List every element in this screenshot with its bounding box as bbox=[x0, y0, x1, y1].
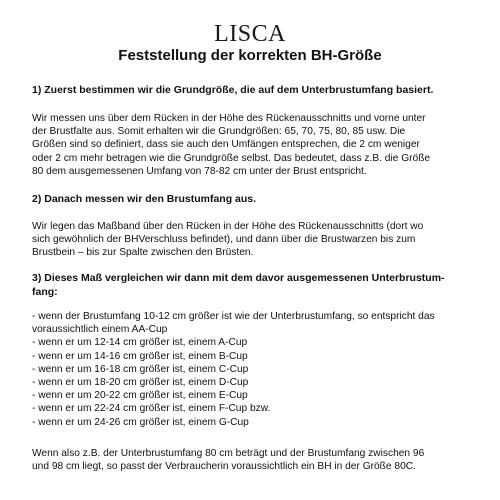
list-item: voraussichtlich einem AA-Cup bbox=[32, 324, 168, 336]
brand-logo: LISCA bbox=[214, 21, 286, 47]
conclusion-line: Wenn also z.B. der Unterbrustumfang 80 cm beträgt und der Brustumfang zwischen 96 bbox=[32, 448, 425, 459]
section1-line: Wir messen uns über dem Rücken in der Höhe des Rückenausschnitts und vorne unter bbox=[32, 113, 426, 124]
section2-line: sich gewöhnlich der BHVerschluss befindet), und dann über die Brustwarzen bis zum bbox=[32, 234, 416, 246]
list-item: - wenn der Brustumfang 10-12 cm größer ist wie der Unterbrustumfang, so entspricht das bbox=[32, 311, 435, 322]
section1-heading: 1) Zuerst bestimmen wir die Grundgröße, die auf dem Unterbrustumfang basiert. bbox=[32, 84, 434, 96]
list-item: - wenn er um 20-22 cm größer ist, einem E-Cup bbox=[32, 390, 248, 402]
section1-line: der Brustfalte aus. Somit erhalten wir die Grundgrößen: 65, 70, 75, 80, 85 usw. Die bbox=[32, 126, 406, 138]
list-item: - wenn er um 16-18 cm größer ist, einem C-Cup bbox=[32, 363, 249, 375]
list-item: - wenn er um 18-20 cm größer ist, einem D-Cup bbox=[32, 377, 249, 389]
section1-line: Größen sind so definiert, dass sie auch den Umfängen entsprechen, die 2 cm weniger bbox=[32, 139, 420, 151]
list-item: - wenn er um 24-26 cm größer ist, einem G-Cup bbox=[32, 416, 249, 428]
list-item: - wenn er um 12-14 cm größer ist, einem A-Cup bbox=[32, 337, 248, 349]
section3-heading bbox=[32, 271, 480, 299]
section2-line: Brustbein – bis zur Spalte zwischen den Brüsten. bbox=[32, 247, 254, 259]
list-item: - wenn er um 14-16 cm größer ist, einem B-Cup bbox=[32, 350, 248, 362]
section1-line: 80 dem ausgemessenen Umfang von 78-82 cm unter der Brust entspricht. bbox=[32, 165, 367, 177]
cup-size-list bbox=[32, 310, 480, 429]
section3-heading-line: 3) Dieses Maß vergleichen wir dann mit dem davor ausgemessenen Unterbrustum- bbox=[32, 272, 445, 284]
conclusion-paragraph bbox=[32, 447, 480, 473]
section1-paragraph bbox=[32, 112, 480, 178]
section2-paragraph bbox=[32, 220, 480, 260]
page-title: Feststellung der korrekten BH-Größe bbox=[118, 47, 382, 64]
conclusion-line: und 98 cm liegt, so passt der Verbraucherin voraussichtlich ein BH in der Größe 80C. bbox=[32, 461, 416, 473]
list-item: - wenn er um 22-24 cm größer ist, einem F-Cup bzw. bbox=[32, 403, 271, 415]
section2-heading: 2) Danach messen wir den Brustumfang aus. bbox=[32, 193, 257, 205]
section1-line: oder 2 cm mehr betragen wie die Grundgröße selbst. Das bedeutet, dass z.B. die Größe bbox=[32, 152, 431, 164]
section2-line: Wir legen das Maßband über den Rücken in der Höhe des Rückenausschnitts (dort wo bbox=[32, 221, 424, 232]
section3-heading-line: fang: bbox=[32, 286, 58, 298]
